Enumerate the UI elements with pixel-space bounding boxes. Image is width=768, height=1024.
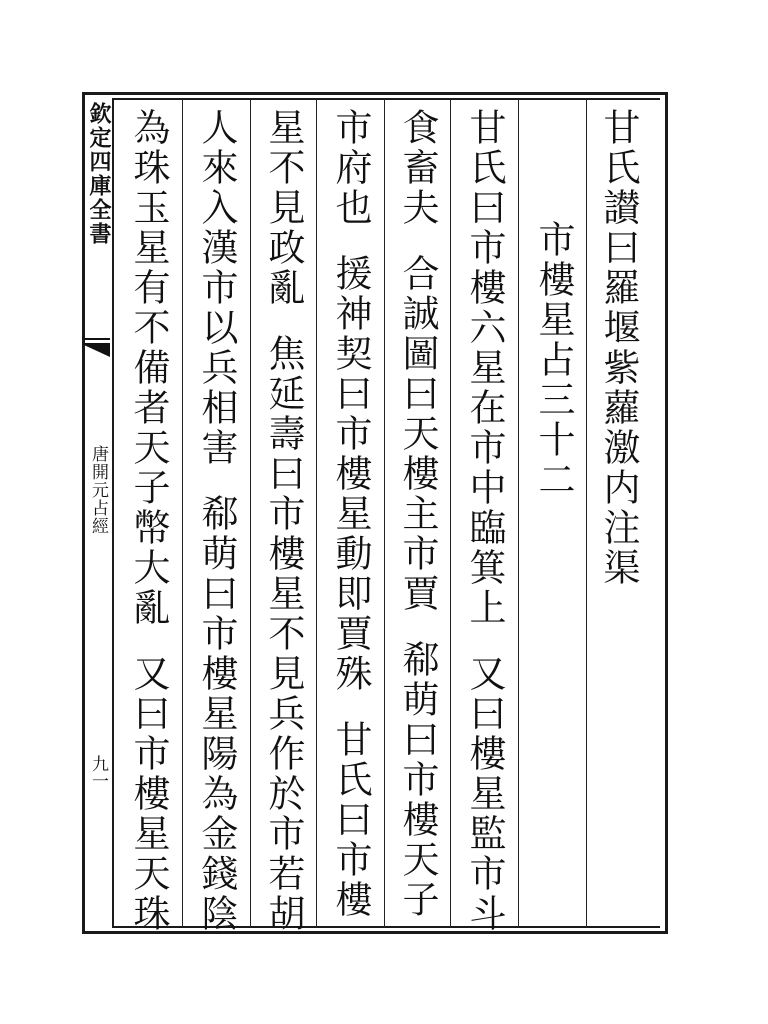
column-text: 又曰樓星監市斗 bbox=[463, 654, 506, 934]
column-divider bbox=[518, 98, 519, 928]
text-column-6 bbox=[263, 108, 303, 934]
column-text: 甘氏讃曰羅堰紫蘿激内注渠 bbox=[597, 108, 640, 588]
column-text: 郗萌曰市樓天子 bbox=[396, 640, 439, 920]
section-heading: 市樓星占三十二 bbox=[532, 220, 575, 500]
text-column-1 bbox=[598, 108, 638, 588]
page-number: 九一 bbox=[88, 755, 108, 789]
column-text: 甘氏曰市樓六星在市中臨箕上 bbox=[463, 108, 506, 628]
column-divider bbox=[450, 98, 451, 928]
collection-title: 欽定四庫全書 bbox=[86, 102, 112, 246]
text-column-8 bbox=[128, 108, 168, 934]
column-text: 合誠圖曰天樓主市賈 bbox=[396, 254, 439, 614]
column-text: 又曰市樓星天珠 bbox=[127, 654, 170, 934]
column-divider bbox=[182, 98, 183, 928]
text-column-3 bbox=[464, 108, 504, 934]
column-text: 為珠玉星有不備者天子幣大亂 bbox=[127, 108, 170, 628]
column-text: 食畜夫 bbox=[396, 108, 439, 228]
text-column-5 bbox=[330, 108, 370, 920]
column-text: 焦延壽曰市樓星不見兵作於市若胡 bbox=[262, 334, 305, 934]
column-divider bbox=[384, 98, 385, 928]
column-divider bbox=[316, 98, 317, 928]
text-column-4 bbox=[397, 108, 437, 920]
column-divider bbox=[586, 98, 587, 928]
column-text: 甘氏曰市樓 bbox=[329, 720, 372, 920]
text-column-7 bbox=[196, 108, 236, 934]
column-divider bbox=[250, 98, 251, 928]
column-text: 郗萌曰市樓星陽為金錢陰 bbox=[195, 494, 238, 934]
column-text: 市府也 bbox=[329, 108, 372, 228]
column-text: 援神契曰市樓星動即賈殊 bbox=[329, 254, 372, 694]
fish-tail-ornament-icon bbox=[84, 335, 110, 359]
book-title: 唐開元占經 bbox=[88, 445, 108, 535]
column-text: 星不見政亂 bbox=[262, 108, 305, 308]
column-text: 人來入漢市以兵相害 bbox=[195, 108, 238, 468]
text-column-2 bbox=[533, 220, 573, 500]
